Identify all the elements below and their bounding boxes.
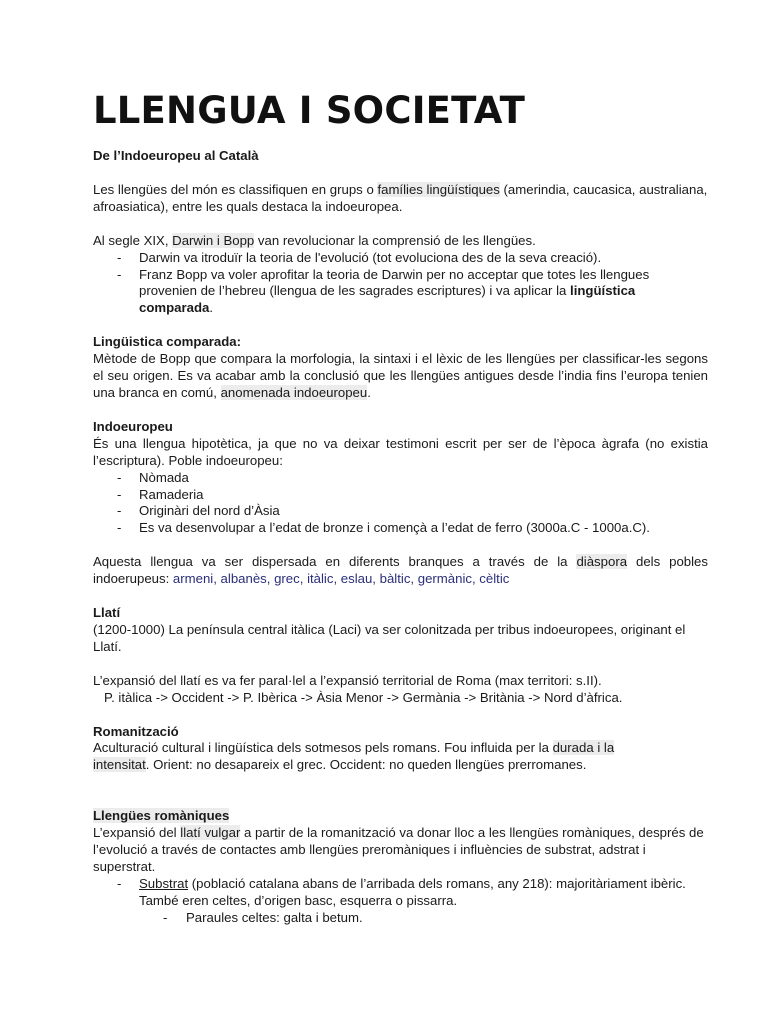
highlight-families: famílies lingüístiques (377, 181, 500, 197)
intro-paragraph: Les llengües del món es classifiquen en grups o famílies lingüístiques (amerindia, caucasica, australiana, afroasiatica), entre les quals destaca la indoeuropea. (93, 181, 708, 214)
subtitle: De l’Indoeuropeu al Català (93, 148, 259, 163)
highlight-diaspora: diàspora (576, 554, 628, 570)
llati-route: P. itàlica -> Occident -> P. Ibèrica -> Àsia Menor -> Germània -> Britània -> Nord d’àfrica. (104, 689, 623, 705)
substrat-label: Substrat (139, 875, 189, 891)
darwin-bopp-list (93, 250, 708, 318)
list-item: - Ramaderia (93, 487, 708, 504)
llati-expansion-paragraph: L’expansió del llatí es va fer paral·lel a l’expansió territorial de Roma (max territori: s.II). (93, 672, 602, 688)
dispersion-paragraph: Aquesta llengua va ser dispersada en diferents branques a través de la diàspora dels pobles indoerupeus: armeni, albanès, grec, itàlic, eslau, bàltic, germànic, cèltic (93, 554, 708, 587)
section-heading-comparada: Lingüistica comparada: (93, 334, 242, 350)
romaniques-paragraph: L’expansió del llatí vulgar a partir de la romanització va donar lloc a les llengües romàniques, després de l’evolució a través de contactes amb llengües preromàniques i influències de substrat, adstrat i superstrat. (93, 825, 704, 874)
llati-paragraph: (1200-1000) La península central itàlica (Laci) va ser colonitzada per tribus indoeuropees, originant el Llatí. (93, 621, 686, 654)
darwin-bopp-paragraph: Al segle XIX, Darwin i Bopp van revolucionar la comprensió de les llengües. (93, 232, 536, 248)
indoeuropeu-paragraph: És una llengua hipotètica, ja que no va deixar testimoni escrit per ser de l’època àgrafa (no existia l’escriptura). Poble indoeuropeu: (93, 435, 708, 468)
list-item: - Es va desenvolupar a l’edat de bronze i començà a l’edat de ferro (3000a.C - 1000a.C). (93, 520, 708, 537)
page-title: LLENGUA I SOCIETAT (93, 89, 526, 132)
document-page (93, 88, 708, 927)
romaniques-list (93, 876, 708, 910)
highlight-llati-vulgar: llatí vulgar (180, 825, 241, 841)
branches-list: armeni, albanès, grec, itàlic, eslau, bàltic, germànic, cèltic (172, 571, 510, 587)
list-item: - Substrat (població catalana abans de l’arribada dels romans, any 218): majoritàriament ibèric. També eren celtes, d’origen basc, esquerra o pissarra. (93, 876, 708, 910)
section-heading-romanitzacio: Romanització (93, 723, 179, 739)
highlight-indoeuropeu: anomenada indoeuropeu (220, 384, 368, 400)
section-heading-indoeuropeu: Indoeuropeu (93, 418, 173, 434)
list-item: - Paraules celtes: galta i betum. (93, 910, 708, 927)
highlight-durada: durada i la (552, 740, 615, 756)
list-item: - Franz Bopp va voler aprofitar la teoria de Darwin per no acceptar que totes les llengues provenien de l’hebreu (llengua de les sagrades escriptures) i va aplicar la lingüística comparada. (93, 267, 708, 318)
highlight-darwin-bopp: Darwin i Bopp (172, 232, 255, 248)
romaniques-sublist (93, 910, 708, 927)
section-heading-romaniques: Llengües romàniques (93, 808, 230, 824)
highlight-intensitat: intensitat (93, 757, 146, 773)
list-item: - Darwin va itroduïr la teoria de l'evolució (tot evoluciona des de la seva creació). (93, 250, 708, 267)
indoeuropeu-list (93, 470, 708, 538)
list-item: - Originàri del nord d’Àsia (93, 503, 708, 520)
comparada-paragraph: Mètode de Bopp que compara la morfologia, la sintaxi i el lèxic de les llengües per classificar-les segons el seu origen. Es va acabar amb la conclusió que les llengües antigues desde l’india fins l’europa tenien una branca en comú, anomenada indoeuropeu. (93, 351, 708, 400)
romanitzacio-paragraph: Aculturació cultural i lingüística dels sotmesos pels romans. Fou influida per la durada i la intensitat. Orient: no desapareix el grec. Occident: no queden llengües prerromanes. (93, 740, 615, 773)
list-item: - Nòmada (93, 470, 708, 487)
section-heading-llati: Llatí (93, 605, 121, 621)
